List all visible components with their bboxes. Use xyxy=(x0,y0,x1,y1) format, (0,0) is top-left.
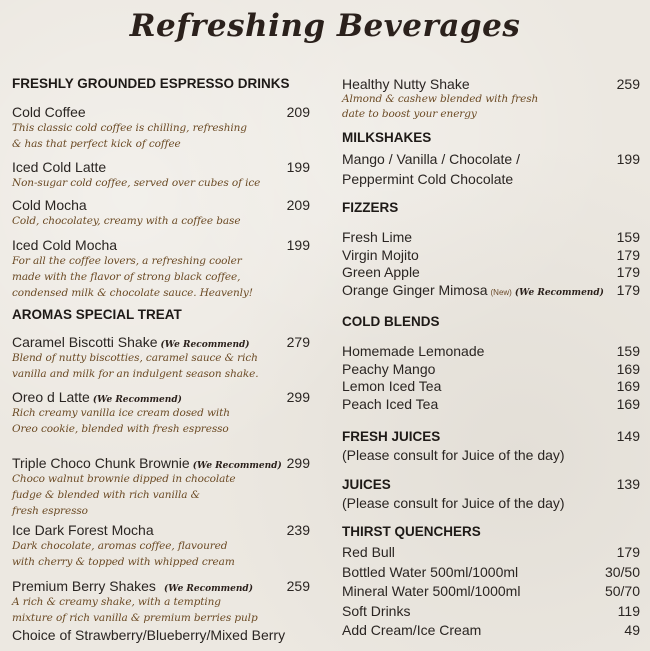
item-description: Oreo cookie, blended with fresh espresso xyxy=(12,423,229,435)
item-price: 149 xyxy=(616,428,640,444)
list-item: Mineral Water 500ml/1000ml 50/70 xyxy=(342,583,640,599)
item-price: 299 xyxy=(286,455,310,471)
menu-item-cold-mocha xyxy=(12,197,310,229)
item-price: 259 xyxy=(616,76,640,92)
section-heading-special-treat: AROMAS SPECIAL TREAT xyxy=(12,307,182,322)
item-price: 199 xyxy=(286,237,310,253)
juices-section xyxy=(342,475,640,511)
recommend-tag: (We Recommend) xyxy=(92,395,182,405)
item-description: Blend of nutty biscotties, caramel sauce & rich xyxy=(12,352,258,364)
menu-item-cold-coffee xyxy=(12,104,310,152)
list-item: Soft Drinks 119 xyxy=(342,602,640,619)
juice-note: (Please consult for Juice of the day) xyxy=(342,446,565,463)
item-name: Healthy Nutty Shake xyxy=(342,76,470,92)
item-name: Triple Choco Chunk Brownie (We Recommend) xyxy=(12,455,282,471)
section-heading-fresh-juices: FRESH JUICES xyxy=(342,429,441,444)
item-description: This classic cold coffee is chilling, refreshing xyxy=(12,122,247,134)
item-price: 139 xyxy=(616,476,640,492)
juice-note: (Please consult for Juice of the day) xyxy=(342,494,565,511)
item-description: fudge & blended with rich vanilla & xyxy=(12,489,200,501)
menu-item-caramel-biscotti-shake xyxy=(12,334,310,382)
menu-item-premium-berry-shakes xyxy=(12,578,310,626)
item-price: 279 xyxy=(286,334,310,350)
list-item: Virgin Mojito 179 xyxy=(342,246,640,263)
section-heading-milkshakes: MILKSHAKES xyxy=(342,130,432,145)
section-heading-fizzers: FIZZERS xyxy=(342,200,399,215)
menu-item-healthy-nutty-shake xyxy=(342,76,640,122)
item-price: 209 xyxy=(286,104,310,120)
item-name: Oreo d Latte (We Recommend) xyxy=(12,389,182,405)
item-description: condensed milk & chocolate sauce. Heavenly! xyxy=(12,287,253,299)
section-heading-thirst-quenchers: THIRST QUENCHERS xyxy=(342,524,481,539)
item-name: Iced Cold Latte xyxy=(12,159,107,175)
fizzers-list xyxy=(342,229,640,302)
item-description: Choco walnut brownie dipped in chocolate xyxy=(12,473,236,485)
berry-choice-note: Choice of Strawberry/Blueberry/Mixed Berry xyxy=(12,627,286,643)
item-name: Peppermint Cold Chocolate xyxy=(342,170,514,187)
menu-item-iced-cold-mocha xyxy=(12,237,310,301)
item-name: Cold Mocha xyxy=(12,197,87,213)
item-description: made with the flavor of strong black coffee, xyxy=(12,271,241,283)
item-name: Premium Berry Shakes (We Recommend) xyxy=(12,578,253,594)
section-heading-juices: JUICES xyxy=(342,477,391,492)
menu-item-iced-cold-latte xyxy=(12,159,310,191)
item-name: Cold Coffee xyxy=(12,104,86,120)
section-heading-cold-blends: COLD BLENDS xyxy=(342,314,440,329)
list-item: Green Apple 179 xyxy=(342,264,640,280)
recommend-tag: (We Recommend) xyxy=(192,461,282,471)
item-description: with cherry & topped with whipped cream xyxy=(12,556,235,568)
list-item: Homemade Lemonade 159 xyxy=(342,343,640,359)
fresh-juices-section xyxy=(342,427,640,463)
menu-item-ice-dark-forest-mocha xyxy=(12,522,310,570)
menu-title: Refreshing Beverages xyxy=(129,8,521,44)
section-heading-espresso: FRESHLY GROUNDED ESPRESSO DRINKS xyxy=(12,76,290,91)
list-item: Fresh Lime 159 xyxy=(342,229,640,245)
item-description: For all the coffee lovers, a refreshing cooler xyxy=(12,255,242,267)
recommend-tag: (We Recommend) xyxy=(514,287,604,298)
list-item: Orange Ginger Mimosa (New) (We Recommend) 179 xyxy=(342,281,640,298)
item-price: 199 xyxy=(616,151,640,167)
list-item: Peachy Mango 169 xyxy=(342,360,640,377)
item-description: Rich creamy vanilla ice cream dosed with xyxy=(12,407,230,419)
item-price: 199 xyxy=(286,159,310,175)
thirst-quenchers-list xyxy=(342,543,640,641)
item-description: & has that perfect kick of coffee xyxy=(12,138,181,150)
list-item: Lemon Iced Tea 169 xyxy=(342,378,640,394)
item-description: fresh espresso xyxy=(12,505,88,517)
item-description: Cold, chocolatey, creamy with a coffee base xyxy=(12,215,241,227)
item-price: 239 xyxy=(286,522,310,538)
item-description: Dark chocolate, aromas coffee, flavoured xyxy=(12,540,228,552)
item-description: Non-sugar cold coffee, served over cubes of ice xyxy=(12,177,261,189)
list-item: Bottled Water 500ml/1000ml 30/50 xyxy=(342,563,640,580)
menu-item-milkshakes xyxy=(342,150,640,189)
item-name: Iced Cold Mocha xyxy=(12,237,118,253)
menu-item-triple-choco-chunk-brownie xyxy=(12,455,310,519)
item-name: Ice Dark Forest Mocha xyxy=(12,522,154,538)
item-price: 209 xyxy=(286,197,310,213)
recommend-tag: (We Recommend) xyxy=(160,340,250,350)
item-description: vanilla and milk for an indulgent season shake. xyxy=(12,368,259,380)
item-description: date to boost your energy xyxy=(342,108,477,120)
item-description: Almond & cashew blended with fresh xyxy=(342,93,539,105)
item-price: 299 xyxy=(286,389,310,405)
list-item: Red Bull 179 xyxy=(342,544,640,560)
new-tag: (New) xyxy=(490,287,512,297)
item-price: 259 xyxy=(286,578,310,594)
recommend-tag: (We Recommend) xyxy=(163,584,253,594)
item-description: mixture of rich vanilla & premium berries pulp xyxy=(12,612,258,624)
list-item: Peach Iced Tea 169 xyxy=(342,395,640,412)
menu-item-oreo-d-latte xyxy=(12,389,310,437)
item-description: A rich & creamy shake, with a tempting xyxy=(12,596,221,608)
cold-blends-list xyxy=(342,343,640,413)
item-name: Caramel Biscotti Shake (We Recommend) xyxy=(12,334,250,350)
item-name: Mango / Vanilla / Chocolate / xyxy=(342,151,520,167)
list-item: Add Cream/Ice Cream 49 xyxy=(342,622,640,638)
